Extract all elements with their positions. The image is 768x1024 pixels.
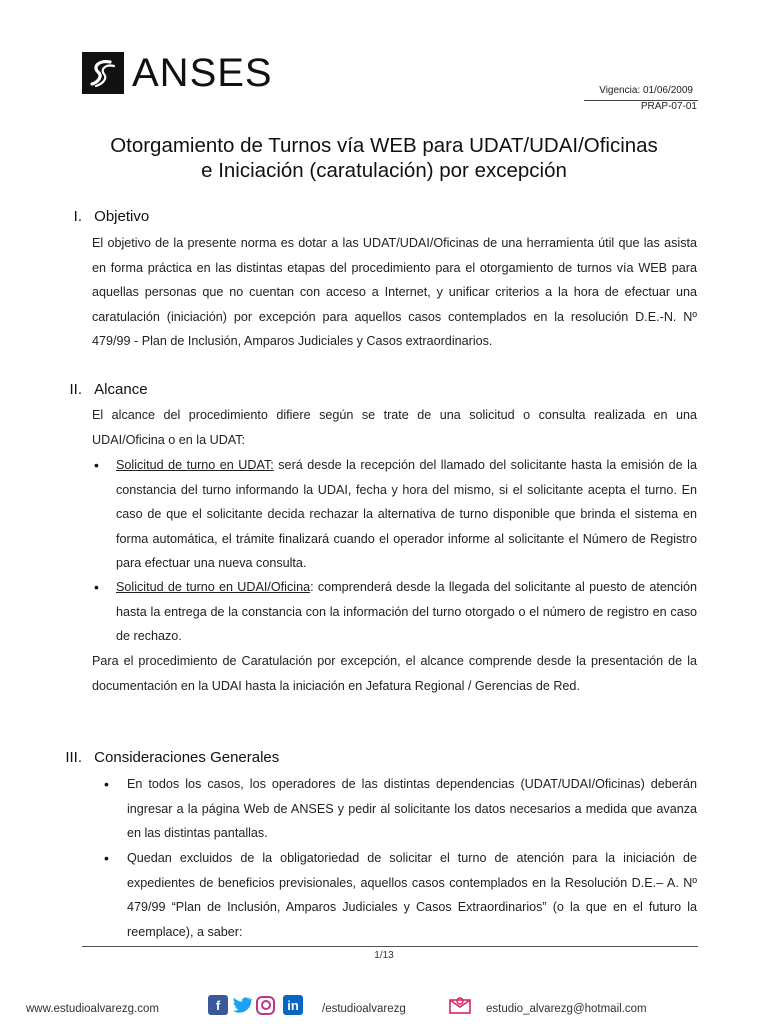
- section-title: Objetivo: [94, 208, 150, 225]
- section-heading-objetivo: [60, 208, 149, 225]
- mail-icon: [448, 995, 472, 1020]
- alcance-intro-paragraph: El alcance del procedimiento difiere según se trate de una solicitud o consulta realizada en una UDAI/Oficina o en la UDAT:: [92, 408, 697, 447]
- section-title: Consideraciones Generales: [94, 749, 280, 766]
- title-line-1: Otorgamiento de Turnos vía WEB para UDAT/UDAI/Oficinas: [110, 134, 658, 157]
- section-number: II.: [69, 381, 82, 398]
- consideraciones-bullet-1: En todos los casos, los operadores de las distintas dependencias (UDAT/UDAI/Oficinas) deberán ingresar a la página Web de ANSES y pedir al solicitante los datos necesarios a medida que avanza en las distintas pantallas.: [127, 777, 697, 840]
- alcance-bullet-udat: [116, 453, 697, 576]
- bullet-dot: •: [94, 457, 99, 473]
- footer-divider: [82, 946, 698, 947]
- bullet-label: Solicitud de turno en UDAT:: [116, 458, 274, 472]
- twitter-icon[interactable]: [232, 995, 252, 1015]
- section-heading-consideraciones: [60, 749, 279, 766]
- email-link[interactable]: estudio_alvarezg@hotmail.com: [486, 1003, 647, 1015]
- section-heading-alcance: [60, 381, 148, 398]
- alcance-bullet-udai: [116, 575, 697, 649]
- bullet-dot: •: [104, 850, 109, 866]
- facebook-icon[interactable]: f: [208, 995, 228, 1015]
- social-handle[interactable]: /estudioalvarezg: [322, 1003, 406, 1015]
- anses-logo: [82, 52, 273, 94]
- bullet-dot: •: [104, 776, 109, 792]
- page-number: 1/13: [374, 950, 394, 961]
- section-number: I.: [73, 208, 82, 225]
- logo-text: ANSES: [132, 51, 273, 95]
- objetivo-paragraph: El objetivo de la presente norma es dotar a las UDAT/UDAI/Oficinas de una herramienta útil que las asista en forma práctica en las distintas etapas del procedimiento para el otorgamiento de turnos vía WEB para aquellas personas que no cuentan con acceso a Internet, y unificar criterios a la hora de efectuar una caratulación (iniciación) por excepción para aquellos casos contemplados en la resolución D.E.-N. Nº 479/99 - Plan de Inclusión, Amparos Judiciales y Casos extraordinarios.: [92, 236, 697, 348]
- anses-logo-mark-icon: [82, 52, 124, 94]
- alcance-outro-paragraph: Para el procedimiento de Caratulación por excepción, el alcance comprende desde la presentación de la documentación en la UDAI hasta la iniciación en Jefatura Regional / Gerencias de Red.: [92, 654, 697, 693]
- consideraciones-bullet-2: Quedan excluidos de la obligatoriedad de solicitar el turno de atención para la iniciación de expedientes de beneficios previsionales, aquellos casos contemplados en la Resolución D.E.– A. Nº 479/99 “Plan de Inclusión, Amparos Judiciales y Casos Extraordinarios” (o la que en el futuro la reemplace), a saber:: [127, 851, 697, 939]
- header-divider: [584, 100, 698, 101]
- document-title: [60, 133, 708, 183]
- document-meta: [599, 84, 697, 113]
- section-number: III.: [65, 749, 82, 766]
- website-link[interactable]: www.estudioalvarezg.com: [26, 1003, 159, 1015]
- bullet-label: Solicitud de turno en UDAI/Oficina: [116, 580, 311, 594]
- bullet-text: : comprenderá desde la llegada del solicitante al puesto de atención hasta la entrega de la constancia con la información del turno otorgado o el número de registro en caso de rechazo.: [116, 580, 698, 643]
- section-title: Alcance: [94, 381, 148, 398]
- social-icons: [208, 995, 303, 1015]
- footer-bar: [0, 990, 768, 1024]
- document-code: PRAP-07-01: [640, 101, 697, 112]
- bullet-text: será desde la recepción del llamado del solicitante hasta la emisión de la constancia del turno informando la UDAI, fecha y hora del mismo, si el solicitante acepta el turno. En caso de que el solicitante decida rechazar la alternativa de turno disponible que brinda el sistema en forma automática, el trámite finalizará cuando el operador informe al solicitante el Número de Registro para efectuar una nueva consulta.: [116, 458, 697, 570]
- linkedin-icon[interactable]: in: [283, 995, 303, 1015]
- vigencia-text: Vigencia: 01/06/2009: [599, 85, 693, 96]
- title-line-2: e Iniciación (caratulación) por excepción: [201, 159, 567, 182]
- bullet-dot: •: [94, 579, 99, 595]
- instagram-icon[interactable]: [256, 996, 275, 1015]
